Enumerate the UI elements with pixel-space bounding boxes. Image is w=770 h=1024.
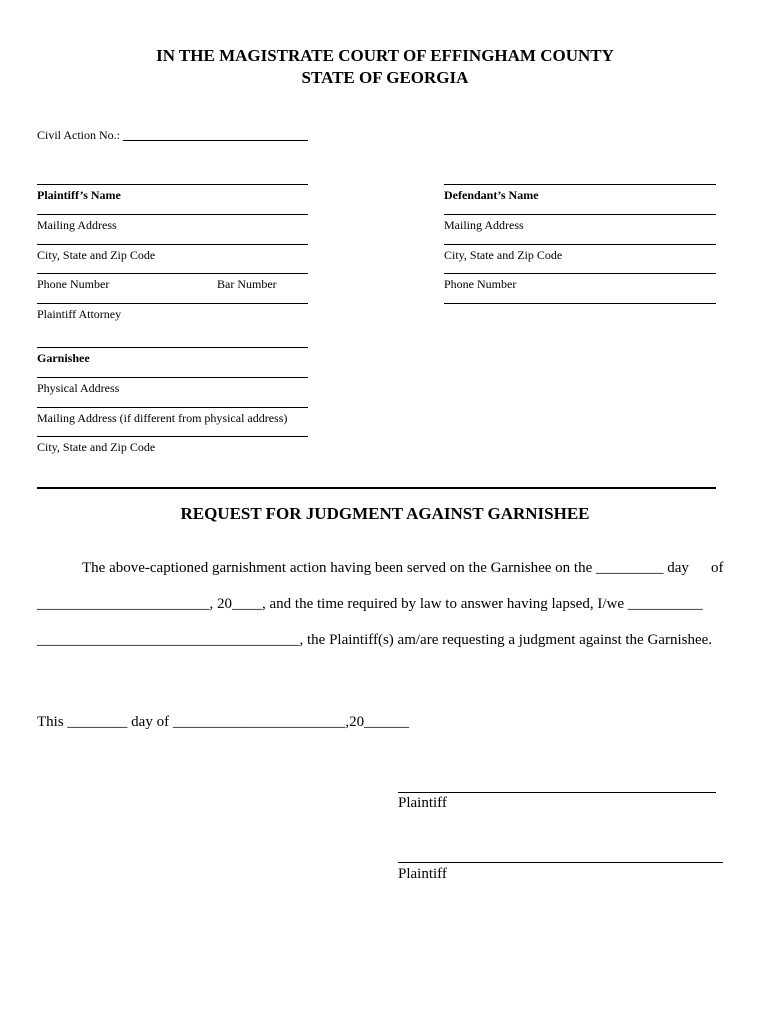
court-title: IN THE MAGISTRATE COURT OF EFFINGHAM COUNTY	[156, 46, 614, 65]
plaintiff-city-label: City, State and Zip Code	[37, 248, 156, 262]
plaintiff-attorney-field[interactable]	[37, 303, 308, 304]
date-line: This ________ day of _______________________,20______	[37, 714, 410, 730]
defendant-mailing-label: Mailing Address	[444, 218, 524, 232]
civil-action-field[interactable]	[123, 140, 308, 141]
garnishee-mailing-field[interactable]	[37, 407, 308, 408]
plaintiff-signature-line-1[interactable]	[398, 792, 716, 793]
plaintiff-name-field[interactable]	[37, 184, 308, 185]
plaintiff-attorney-label: Plaintiff Attorney	[37, 307, 122, 321]
request-title: REQUEST FOR JUDGMENT AGAINST GARNISHEE	[180, 504, 590, 523]
civil-action-label: Civil Action No.:	[37, 128, 121, 142]
defendant-name-field[interactable]	[444, 184, 716, 185]
request-line-1: The above-captioned garnishment action having been served on the Garnishee on the _________ day	[82, 560, 689, 576]
plaintiff-signature-label-2: Plaintiff	[398, 866, 447, 882]
garnishee-name-field[interactable]	[37, 347, 308, 348]
garnishee-city-label: City, State and Zip Code	[37, 440, 156, 454]
defendant-extra-field[interactable]	[444, 303, 716, 304]
state-title: STATE OF GEORGIA	[301, 68, 469, 87]
plaintiff-name-label: Plaintiff’s Name	[37, 188, 121, 202]
bar-number-label: Bar Number	[217, 277, 277, 291]
section-divider	[37, 487, 716, 489]
defendant-city-field[interactable]	[444, 244, 716, 245]
plaintiff-signature-line-2[interactable]	[398, 862, 723, 863]
defendant-phone-label: Phone Number	[444, 277, 517, 291]
defendant-mailing-field[interactable]	[444, 214, 716, 215]
garnishee-name-label: Garnishee	[37, 351, 90, 365]
defendant-name-label: Defendant’s Name	[444, 188, 539, 202]
request-line-3: ___________________________________, the Plaintiff(s) am/are requesting a judgment against the Garnishee.	[37, 632, 713, 648]
plaintiff-signature-label-1: Plaintiff	[398, 795, 447, 811]
plaintiff-phone-label: Phone Number	[37, 277, 110, 291]
request-line-2: _______________________, 20____, and the time required by law to answer having lapsed, I/we __________	[37, 596, 703, 612]
request-line-1-end: of	[711, 560, 724, 576]
defendant-city-label: City, State and Zip Code	[444, 248, 563, 262]
garnishee-physical-field[interactable]	[37, 377, 308, 378]
plaintiff-mailing-field[interactable]	[37, 214, 308, 215]
garnishee-mailing-label: Mailing Address (if different from physical address)	[37, 411, 288, 425]
plaintiff-city-field[interactable]	[37, 244, 308, 245]
plaintiff-phone-field[interactable]	[37, 273, 308, 274]
garnishee-physical-label: Physical Address	[37, 381, 120, 395]
defendant-phone-field[interactable]	[444, 273, 716, 274]
plaintiff-mailing-label: Mailing Address	[37, 218, 117, 232]
garnishee-city-field[interactable]	[37, 436, 308, 437]
